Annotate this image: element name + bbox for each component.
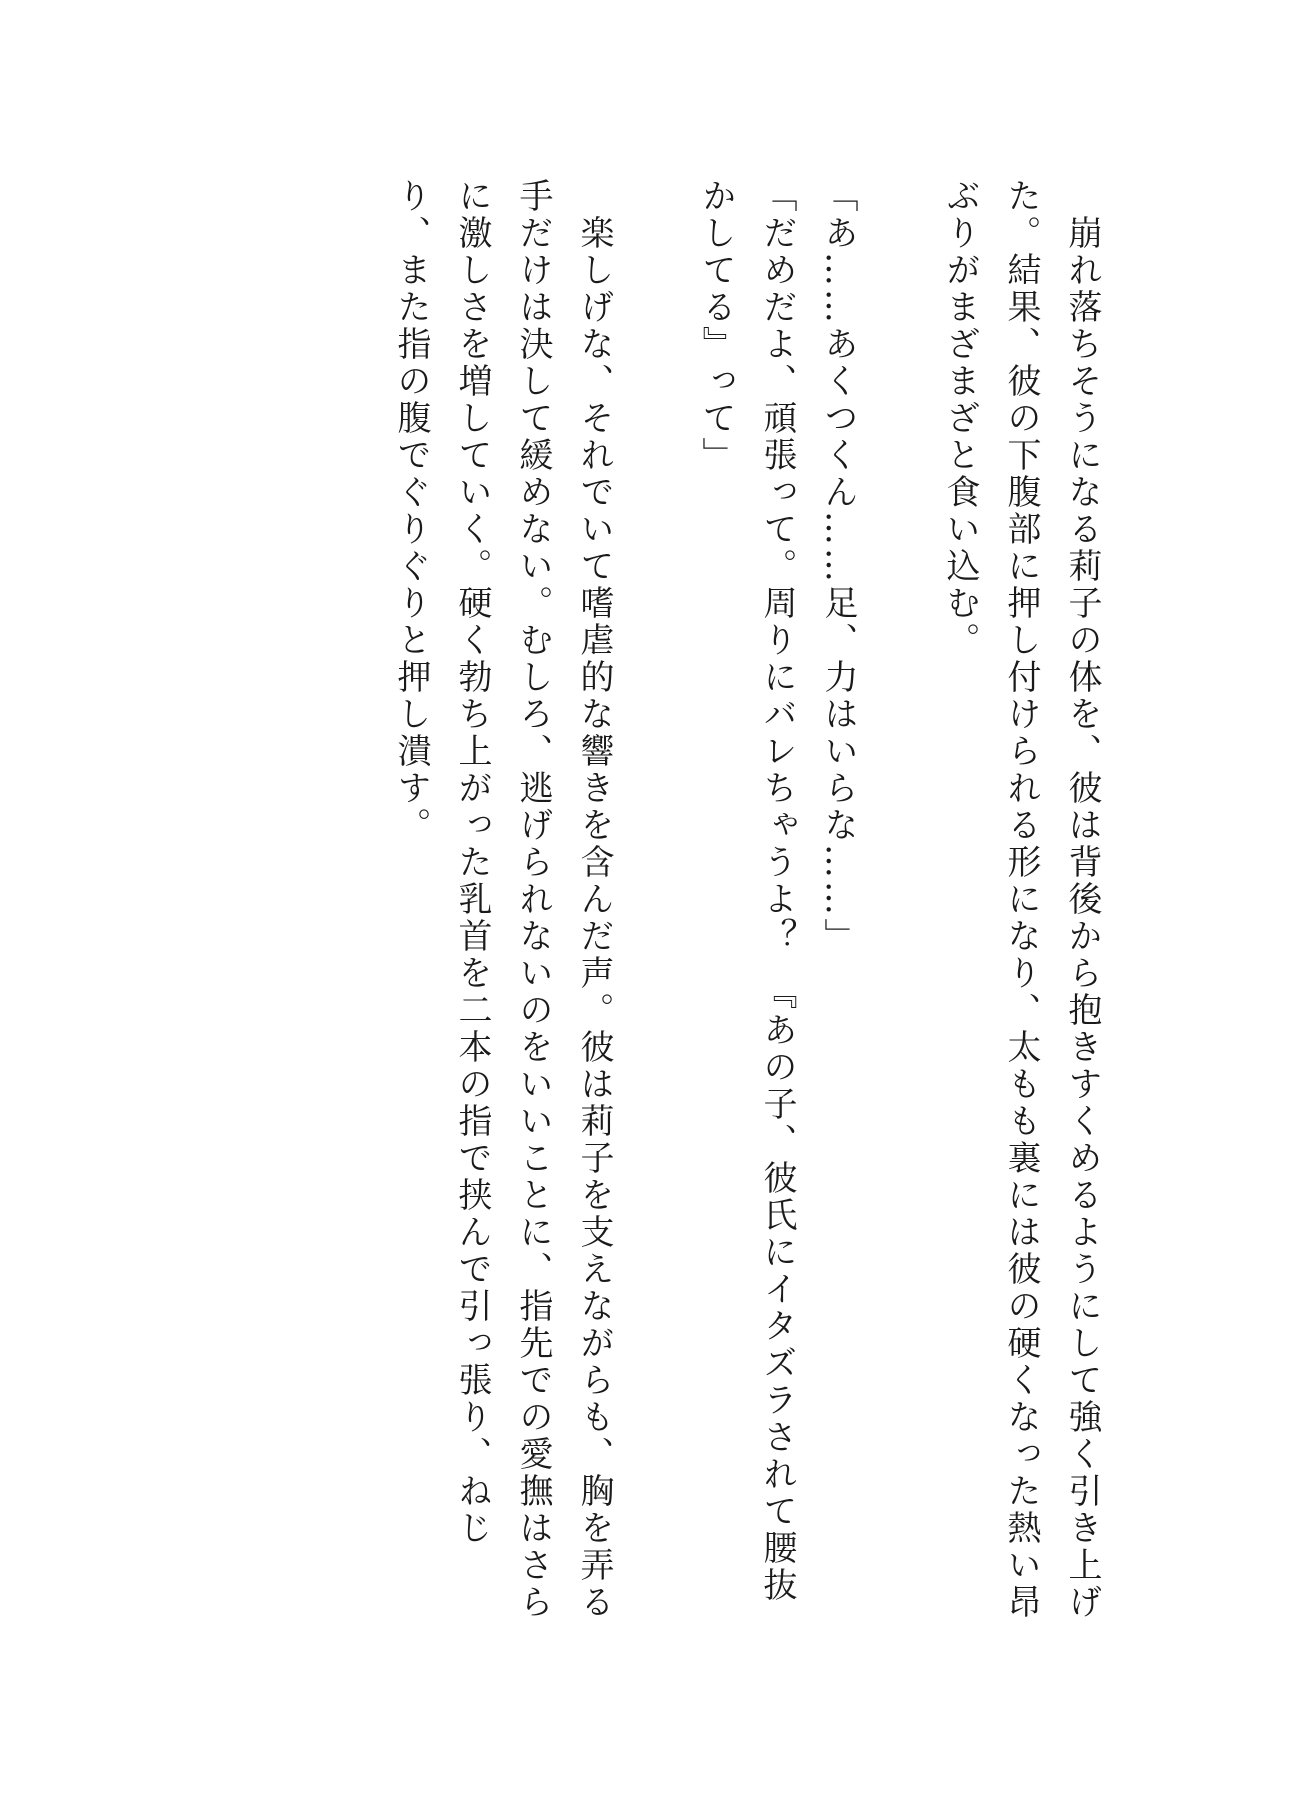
vertical-text-body bbox=[380, 178, 1112, 1638]
text-line-5: 「あ……あくつくん……足、力はいらな……」 bbox=[818, 178, 858, 955]
text-line-1: 崩れ落ちそうになる莉子の体を、彼は背後から抱きすくめるようにして強く引き上げ bbox=[1062, 178, 1102, 1621]
text-line-7: かしてる』って」 bbox=[696, 178, 736, 474]
text-line-12: り、また指の腹でぐりぐりと押し潰す。 bbox=[391, 178, 431, 844]
text-line-3: ぶりがまざまざと食い込む。 bbox=[940, 178, 980, 659]
text-line-10: 手だけは決して緩めない。むしろ、逃げられないのをいいことに、指先での愛撫はさら bbox=[513, 178, 553, 1621]
text-line-2: た。結果、彼の下腹部に押し付けられる形になり、太もも裏には彼の硬くなった熱い昂 bbox=[1001, 178, 1041, 1621]
text-line-6: 「だめだよ、頑張って。周りにバレちゃうよ？ 『あの子、彼氏にイタズラされて腰抜 bbox=[757, 178, 797, 1604]
text-line-9: 楽しげな、それでいて嗜虐的な響きを含んだ声。彼は莉子を支えながらも、胸を弄る bbox=[574, 178, 614, 1621]
text-line-11: に激しさを増していく。硬く勃ち上がった乳首を二本の指で挟んで引っ張り、ねじ bbox=[452, 178, 492, 1547]
blank-line bbox=[624, 178, 685, 1638]
blank-line bbox=[868, 178, 929, 1638]
